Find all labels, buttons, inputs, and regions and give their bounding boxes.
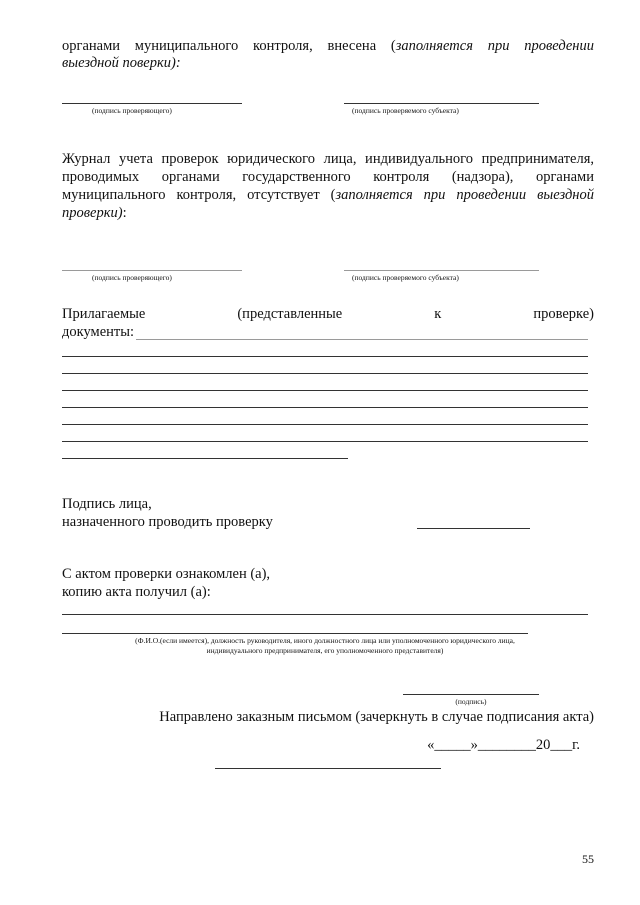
acquainted-fill-line bbox=[62, 614, 588, 615]
acquainted-signature-caption: (подпись) bbox=[455, 697, 487, 706]
documents-fill-line bbox=[62, 458, 348, 459]
subject-signature-line bbox=[344, 103, 539, 104]
journal-paragraph-line1: Журнал учета проверок юридического лица, индивидуального предпринимателя, bbox=[62, 151, 594, 167]
inspector-signature-label-line1: Подпись лица, bbox=[62, 496, 152, 512]
inspector-signature-line bbox=[62, 103, 242, 104]
journal-paragraph-line3 bbox=[62, 187, 594, 204]
acquainted-signature-line bbox=[403, 694, 539, 695]
acquainted-label-line1: С актом проверки ознакомлен (а), bbox=[62, 566, 271, 582]
documents-fill-line bbox=[62, 356, 588, 357]
documents-fill-line bbox=[136, 339, 588, 340]
inspector-signature-field bbox=[417, 528, 530, 529]
documents-fill-line bbox=[62, 441, 588, 442]
documents-fill-line bbox=[62, 424, 588, 425]
subject-signature-line-2 bbox=[344, 270, 539, 271]
subject-signature-caption: (подпись проверяемого субъекта) bbox=[352, 106, 459, 115]
journal-paragraph-line2: проводимых органами государственного контроля (надзора), органами bbox=[62, 169, 594, 185]
journal-paragraph-line4 bbox=[62, 205, 127, 222]
journal-text: муниципального контроля, отсутствует ( bbox=[62, 187, 336, 203]
journal-colon: : bbox=[122, 205, 127, 221]
inspector-signature-caption-2: (подпись проверяющего) bbox=[92, 273, 172, 282]
inspector-signature-caption: (подпись проверяющего) bbox=[92, 106, 172, 115]
registered-mail-note: Направлено заказным письмом (зачеркнуть в случае подписания акта) bbox=[159, 709, 594, 725]
paragraph-italic-note: заполняется при проведении bbox=[395, 38, 594, 54]
paragraph-text: органами муниципального контроля, внесена ( bbox=[62, 38, 396, 54]
paragraph-continuation bbox=[62, 38, 594, 55]
page-number: 55 bbox=[582, 852, 594, 866]
journal-italic-note-cont: проверки) bbox=[62, 205, 123, 221]
acquainted-name-caption-line1: (Ф.И.О.(если имеется), должность руководителя, иного должностного лица или уполномоченного юридического лица, bbox=[135, 636, 515, 645]
documents-fill-line bbox=[62, 373, 588, 374]
inspector-signature-label-line2: назначенного проводить проверку bbox=[62, 514, 273, 530]
documents-fill-line bbox=[62, 407, 588, 408]
attached-documents-heading: Прилагаемые (представленные к проверке) bbox=[62, 306, 594, 322]
acquainted-name-line bbox=[62, 633, 528, 634]
documents-fill-line bbox=[62, 390, 588, 391]
mail-signature-line bbox=[215, 768, 441, 769]
journal-italic-note: заполняется при проведении выездной bbox=[335, 187, 594, 203]
attached-documents-label: документы: bbox=[62, 324, 135, 340]
subject-signature-caption-2: (подпись проверяемого субъекта) bbox=[352, 273, 459, 282]
acquainted-name-caption-line2: индивидуального предпринимателя, его уполномоченного представителя) bbox=[206, 646, 444, 655]
mail-date-field: «_____»________20___г. bbox=[427, 737, 580, 753]
acquainted-label-line2: копию акта получил (а): bbox=[62, 584, 211, 600]
paragraph-italic-note-cont: выездной поверки): bbox=[62, 55, 181, 71]
inspector-signature-line-2 bbox=[62, 270, 242, 271]
